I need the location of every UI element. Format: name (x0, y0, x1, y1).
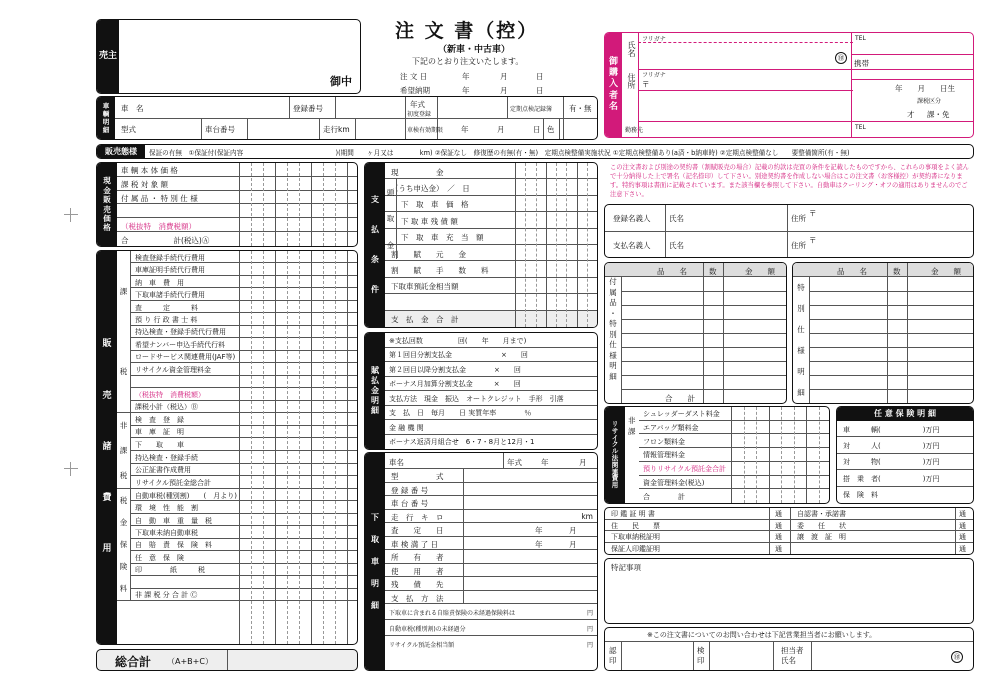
remarks-box[interactable] (604, 558, 974, 624)
tradein-note: 自動車税(種別割)の未経過分 (389, 626, 466, 633)
cost-row-label: 自 賠 責 保 険 料 (135, 541, 212, 550)
km-unit: km (581, 511, 593, 521)
payment-sub-char: 金 (386, 241, 395, 251)
purchaser-box[interactable] (604, 32, 974, 138)
document-unit: 通 (959, 510, 966, 519)
document-unit: 通 (775, 510, 782, 519)
payment-row[interactable] (385, 196, 597, 212)
payment-row[interactable] (385, 163, 597, 179)
cost-row-label: 自動車税(種別割) ( 月より) (135, 491, 237, 500)
tradein-car-name-label: 車名 (389, 458, 404, 467)
month-label: 月 (500, 72, 508, 81)
seller-box[interactable] (96, 19, 361, 94)
onchu-text: 御中 (330, 75, 352, 88)
vehicle-label: 車 輌 明 細 (97, 97, 115, 139)
payment-row[interactable] (385, 311, 597, 327)
installment-row-label: 第２回目以降分割支払金 × 回 (389, 365, 521, 374)
payment-row[interactable] (385, 179, 597, 195)
cost-row-label: 査 定 料 (135, 303, 198, 312)
document-right-label: 委 任 状 (797, 521, 846, 530)
delivery-label: 希望納期 (400, 86, 430, 95)
voluntary-insurance-box[interactable] (836, 406, 974, 504)
cost-row-label: 検査登録手続代行費用 (135, 253, 205, 262)
month-label: 月 (500, 86, 508, 95)
recycle-row-label: エアバッグ類料金 (643, 424, 699, 433)
seller-label: 売主 (97, 20, 119, 93)
col-header-qty: 数 (709, 267, 717, 276)
voluntary-insurance-label: 任 意 保 険 明 細 (837, 407, 973, 421)
payment-row[interactable] (385, 245, 597, 261)
document-unit: 通 (959, 544, 966, 553)
recycle-row-label: 合 計 (643, 492, 685, 501)
tradein-note: リサイクル預託金相当額 (389, 642, 455, 649)
tradein-note: 下取車に含まれる自賠責保険の未経過保険料は (389, 610, 516, 617)
month-label: 月 (569, 526, 577, 536)
tradein-row[interactable] (385, 537, 597, 551)
mileage-label: 走行km (323, 125, 350, 134)
month-label: 月 (497, 125, 505, 134)
payment-row-label: 下 取 車 残 債 額 (401, 216, 458, 226)
name-label: 氏名 (627, 41, 636, 57)
tradein-row-label: 登 録 番 号 (391, 485, 429, 495)
postal-label: 〒 (809, 236, 817, 245)
cost-row-label: 合 計(税込)Ⓐ (121, 235, 210, 245)
document-right-label: 自認書・承諾書 (797, 510, 846, 519)
owner-label: 登録名義人 (613, 214, 651, 223)
lead-text: 下記のとおり注文いたします。 (412, 57, 524, 66)
document-row[interactable] (605, 508, 973, 520)
name-label: 氏名 (669, 241, 684, 250)
cost-row[interactable] (117, 163, 357, 177)
col-header-amount: 金 額 (745, 267, 775, 276)
model-year-label: 年式 (410, 100, 425, 109)
payment-row[interactable] (385, 229, 597, 245)
cost-row-label: ロードサービス関連費用(JAF等) (135, 353, 236, 362)
accessories-box[interactable] (604, 262, 787, 404)
document-right-label: 譲 渡 証 明 (797, 533, 846, 542)
installment-row[interactable] (385, 362, 597, 377)
insurance-row[interactable] (837, 421, 973, 437)
tradein-row-label: 型 式 (391, 472, 444, 482)
insurance-row-label: 保 険 料 (843, 491, 878, 500)
mobile-label: 携帯 (854, 59, 869, 68)
day-label: 日 (536, 72, 544, 81)
document-left-label: 下取車納税証明 (611, 533, 660, 542)
registrant-box[interactable] (604, 204, 974, 258)
cost-row[interactable] (117, 205, 357, 219)
order-date-label: 注 文 日 (400, 72, 428, 81)
cost-row-label: 印 紙 税 (135, 566, 205, 575)
sales-manner-strip[interactable] (96, 144, 974, 159)
document-unit: 通 (775, 544, 782, 553)
month-label: 月 (579, 458, 587, 467)
tradein-model-year-label: 年式 (507, 458, 522, 467)
tel-label: TEL (855, 124, 866, 131)
installment-row-label: ボーナス月加算分割支払金 × 回 (389, 380, 521, 389)
installment-row[interactable] (385, 377, 597, 392)
special-spec-box[interactable] (792, 262, 974, 404)
recycle-row[interactable] (639, 462, 829, 476)
year-label: 年 (462, 86, 470, 95)
sales-costs-box[interactable] (96, 250, 358, 645)
cost-row-label: 下取車諸手続代行費用 (135, 291, 205, 300)
payment-row-label: 下 取 車 充 当 額 (401, 233, 484, 243)
cost-row-label: リサイクル資金管理料金 (135, 365, 212, 374)
yen-unit: 円 (586, 626, 593, 633)
installment-row-label: ※支払回数 回( 年 月まで) (389, 336, 527, 345)
name-label: 氏名 (669, 214, 684, 223)
insurance-row[interactable] (837, 470, 973, 486)
installment-row-label: 第１回目分割支払金 × 回 (389, 351, 528, 360)
cost-row-label: 課税小計（税込）Ⓑ (135, 403, 198, 412)
year-label: 年 (541, 458, 549, 467)
recycle-row-label: 情報管理料金 (643, 451, 685, 460)
cost-row-label: 課 税 対 象 額 (121, 180, 169, 190)
age-label: 才 (907, 110, 915, 119)
page-subtitle: （新車・中古車） (438, 45, 511, 55)
tradein-label: 下 取 車 明 細 (365, 453, 385, 670)
inspection-expiry-label: 車検有効期限 (407, 127, 444, 134)
tradein-row[interactable] (385, 510, 597, 524)
page-title: 注 文 書（控） (395, 20, 539, 42)
remarks-label: 特記事項 (611, 563, 641, 572)
sales-costs-label: 販 売 諸 費 用 (97, 251, 117, 644)
document-left-label: 印 鑑 証 明 書 (611, 510, 655, 519)
payment-label: 支 払 条 件 (365, 163, 385, 327)
birth-label: 年 月 日生 (895, 84, 955, 93)
cost-row[interactable] (117, 232, 357, 246)
insurance-row-label: 搭 乗 者( )万円 (843, 474, 940, 483)
day-label: 日 (533, 125, 541, 134)
group-vertical-label: 非 課 税 (117, 413, 131, 489)
chassis-label: 車台番号 (205, 125, 235, 134)
document-unit: 通 (959, 521, 966, 530)
tradein-row-label: 走 行 キ ロ (391, 512, 444, 522)
installment-row-label: 支 払 日 毎月 日 実質年率 ％ (389, 409, 532, 418)
special-spec-vertical-label: 特 別 仕 様 明 細 (797, 283, 805, 397)
document-unit: 通 (775, 521, 782, 530)
vehicle-box[interactable] (96, 96, 598, 140)
furigana-label: フリガナ (642, 36, 666, 43)
sales-manner-text: 保証の有無 ①保証付(保証内容 )(期間 ヶ月又は km) ②保証なし 修復歴の有無(有・無) 定期点検整備実施状況 ①定期点検整備あり(a済・b納車時) ②定期点検整備なし 要整備箇所(有・無) (149, 149, 850, 157)
payment-row-label: （うち申込金） ／ 日 (391, 184, 470, 194)
col-header-item: 品 名 (657, 267, 687, 276)
payment-row-label: 割 賦 手 数 料 (391, 266, 489, 276)
first-reg-label: 初度登録 (407, 111, 432, 118)
installment-row[interactable] (385, 435, 597, 450)
cash-price-label: 現 金 販 売 価 格 (97, 163, 117, 246)
tradein-row[interactable] (385, 469, 597, 483)
model-label: 型式 (121, 125, 136, 134)
payment-sub-label (385, 179, 397, 259)
payment-sub-char: 取 (386, 214, 395, 224)
cost-row-label: 付 属 品 ・ 特 別 仕 様 (121, 194, 198, 204)
insurance-row[interactable] (837, 437, 973, 453)
recycle-box[interactable] (604, 406, 830, 504)
furigana-label: フリガナ (642, 72, 666, 79)
tradein-row[interactable] (385, 577, 597, 591)
cost-row-label: 下取車未納自動車税 (135, 529, 198, 538)
color-label: 色 (547, 125, 555, 134)
documents-box[interactable] (604, 507, 974, 555)
cost-row-label: 持込検査・登録手続代行費用 (135, 328, 226, 337)
inspection-seal-label: 検印 (697, 646, 705, 665)
sales-manner-label: 販売態様 (97, 145, 145, 158)
cost-row-label: 非 課 税 分 合 計 Ⓒ (135, 591, 198, 600)
yen-unit: 円 (586, 610, 593, 617)
tradein-row[interactable] (385, 523, 597, 537)
col-header-amount: 金 額 (931, 267, 961, 276)
address-label: 住所 (627, 73, 636, 89)
purchaser-label: 御 購 入 者 名 (605, 33, 622, 137)
tradein-row-label: 残 債 先 (391, 580, 444, 590)
cost-row-label: 車庫証明手続代行費用 (135, 266, 205, 275)
installment-row[interactable] (385, 406, 597, 421)
cost-row-label: 車 輌 本 体 価 格 (121, 166, 178, 176)
document-left-label: 住 民 票 (611, 521, 660, 530)
tradein-note-row[interactable] (385, 604, 597, 620)
grand-total-formula: （A+B+C） (167, 657, 213, 666)
grand-total-box[interactable] (96, 649, 358, 671)
col-header-item: 品 名 (837, 267, 867, 276)
tradein-row-label: 査 定 日 (391, 526, 444, 536)
tradein-row[interactable] (385, 483, 597, 497)
address-label: 住所 (791, 214, 806, 223)
day-label: 日 (536, 86, 544, 95)
tel-label: TEL (855, 35, 866, 42)
tax-options: 課・免 (927, 110, 950, 119)
recycle-row-label: 資金管理料金(税込) (643, 478, 705, 487)
payment-row-label: 下 取 車 価 格 (401, 200, 469, 210)
postal-label: 〒 (809, 209, 817, 218)
accessories-total-label: 合 計 (665, 394, 695, 403)
year-label: 年 (462, 72, 470, 81)
grand-total-label: 総合計 (115, 655, 152, 669)
payment-row[interactable] (385, 278, 597, 294)
tradein-row[interactable] (385, 550, 597, 564)
payment-row-label: 現 金 (391, 167, 444, 177)
tradein-header-row[interactable] (385, 453, 597, 469)
seal-mark: ㊞ (835, 52, 847, 64)
insurance-row-label: 対 人( )万円 (843, 442, 940, 451)
person-label: 担当者氏名 (781, 646, 804, 665)
year-label: 年 (535, 526, 543, 536)
workplace-label: 勤務先 (625, 127, 644, 134)
cost-row-label: 希望ナンバー申込手続代行料 (135, 340, 226, 349)
group-vertical-label: 課 税 (117, 251, 131, 413)
insurance-row-label: 対 物( )万円 (843, 458, 940, 467)
payment-row[interactable] (385, 212, 597, 228)
cost-row-label: 環 境 性 能 割 (135, 504, 198, 513)
payment-row-label: 割 賦 元 金 (391, 249, 466, 259)
reg-no-label: 登録番号 (293, 104, 323, 113)
installment-row-label: 支払方法 現金 振込 オートクレジット 手形 引落 (389, 394, 564, 403)
notice-text: この注文書および別途の契約書（割賦販売の場合）記載の約款は売買の条件を記載したものですから、これらの事項をよく読んで十分納得した上で署名（記名捺印）して下さい。別途契約書を作成しない場合はこの注文書（お客様控）が契約書になります。特約事項は書面に記載されています。また該当欄を参照して下さい。自動車はクーリング・オフの適用はありませんのでご注意下さい。 (610, 164, 969, 198)
recycle-label: リ サ イ ク ル 法 関 連 費 用 (605, 407, 625, 503)
accessories-vertical-label: 付 属 品 ・ 特 別 仕 様 明 細 (609, 277, 617, 381)
contact-text: ※この注文書についてのお問い合わせは下記営業担当者にお願いします。 (647, 631, 877, 639)
inspection-record-label: 定期点検記録簿 (510, 106, 553, 113)
document-row[interactable] (605, 520, 973, 532)
cost-row-label: 預 り 行 政 書 士 料 (135, 316, 198, 325)
cost-row-label: 下 取 車 (135, 441, 184, 450)
cost-row-label: （税抜特 消費税額） (135, 390, 205, 399)
tax-class-label: 課税区分 (917, 98, 942, 105)
year-label: 年 (461, 125, 469, 134)
cash-price-box[interactable] (96, 162, 358, 247)
installment-row[interactable] (385, 333, 597, 348)
cost-row-label: 持込検査・登録手続 (135, 453, 198, 462)
crop-mark (64, 462, 78, 476)
recycle-row[interactable] (639, 407, 829, 421)
yen-unit: 円 (586, 642, 593, 649)
group-vertical-label: 税 金 保 険 料 (117, 489, 131, 601)
document-row[interactable] (605, 543, 973, 555)
tradein-row-label: 支 払 方 法 (391, 593, 444, 603)
cost-row-label: 納 車 費 用 (135, 278, 184, 287)
col-header-qty: 数 (893, 267, 901, 276)
cost-row-label: 車 庫 証 明 (135, 428, 184, 437)
insurance-row-label: 車 輌( )万円 (843, 425, 940, 434)
payment-box[interactable] (364, 162, 598, 328)
recycle-row[interactable] (639, 476, 829, 490)
installment-row[interactable] (385, 420, 597, 435)
address-label: 住所 (791, 241, 806, 250)
insurance-row[interactable] (837, 454, 973, 470)
cost-row-label: 検 査 登 録 (135, 415, 184, 424)
payment-row[interactable] (385, 294, 597, 310)
installment-row[interactable] (385, 348, 597, 363)
tradein-row-label: 車 台 番 号 (391, 499, 429, 509)
installment-row[interactable] (385, 391, 597, 406)
tradein-row-label: 使 用 者 (391, 566, 444, 576)
recycle-row[interactable] (639, 434, 829, 448)
cost-row-label: リサイクル預託金総合計 (135, 479, 212, 488)
recycle-row-label: シュレッダーダスト料金 (643, 410, 720, 419)
postal-label: 〒 (642, 80, 650, 89)
car-name-label: 車 名 (121, 104, 144, 113)
cost-row[interactable] (117, 218, 357, 232)
installment-row-label: ボーナス返済月組合せ 6・7・8月と12月・1 (389, 438, 535, 447)
payment-row[interactable] (385, 261, 597, 277)
cost-row-label: 任 意 保 険 (135, 553, 184, 562)
recycle-row[interactable] (639, 489, 829, 503)
payment-sub-char: 頭 (386, 187, 395, 197)
payer-label: 支払名義人 (613, 241, 651, 250)
tradein-row[interactable] (385, 496, 597, 510)
approval-label: 認印 (609, 646, 617, 665)
tradein-row-label: 所 有 者 (391, 553, 444, 563)
cost-row-label: （税抜特 消費税額） (121, 221, 196, 231)
cost-row-label: 自 動 車 重 量 税 (135, 516, 212, 525)
nontax-sub-label: 非課 (628, 416, 636, 436)
tradein-note-row[interactable] (385, 636, 597, 652)
document-unit: 通 (775, 533, 782, 542)
month-label: 月 (569, 539, 577, 549)
tradein-row-label: 車 検 満 了 日 (391, 539, 439, 549)
document-left-label: 保証人印鑑証明 (611, 544, 660, 553)
cost-row-label: 公正証書作成費用 (135, 466, 191, 475)
payment-row-label: 支 払 金 合 計 (391, 315, 459, 325)
payment-row-label: 下取車預託金相当額 (391, 282, 459, 292)
cost-row[interactable] (117, 191, 357, 205)
installment-label: 賦 払 金 明 細 (365, 333, 385, 449)
crop-mark (64, 208, 78, 222)
document-unit: 通 (959, 533, 966, 542)
tradein-row[interactable] (385, 564, 597, 578)
contact-box[interactable] (604, 627, 974, 671)
yes-no-option[interactable]: 有・無 (569, 104, 592, 113)
recycle-row-label: 預りリサイクル預託金合計 (643, 465, 727, 474)
tradein-note-row[interactable] (385, 620, 597, 636)
insurance-row[interactable] (837, 487, 973, 503)
document-row[interactable] (605, 531, 973, 543)
recycle-row-label: フロン類料金 (643, 437, 685, 446)
tradein-row[interactable] (385, 591, 597, 605)
installment-row-label: 金 融 機 関 (389, 423, 424, 432)
recycle-row[interactable] (639, 421, 829, 435)
installment-box[interactable] (364, 332, 598, 450)
cost-row[interactable] (117, 177, 357, 191)
seal-mark: ㊞ (951, 651, 963, 663)
year-label: 年 (535, 539, 543, 549)
recycle-row[interactable] (639, 448, 829, 462)
tradein-box[interactable] (364, 452, 598, 671)
